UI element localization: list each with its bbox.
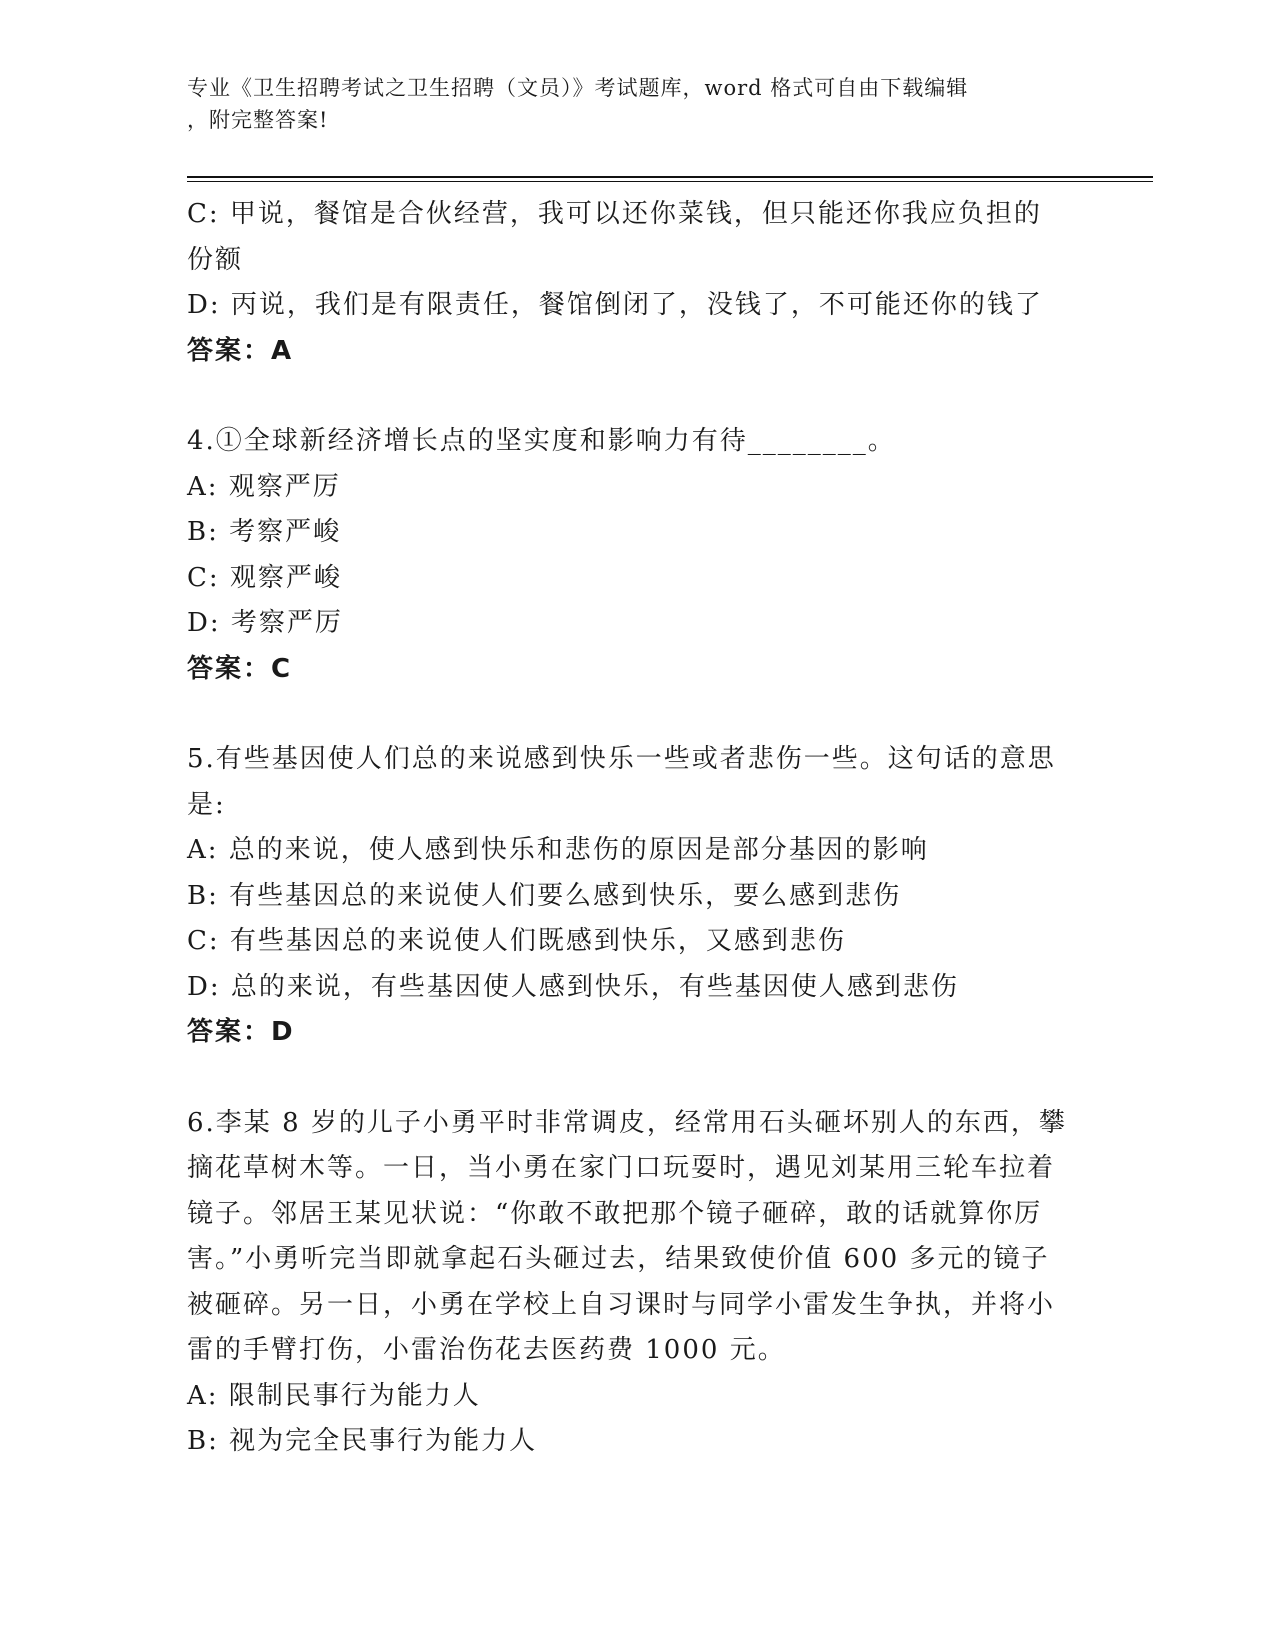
option-c: C: 有些基因总的来说使人们既感到快乐，又感到悲伤 (187, 926, 846, 956)
question-stem: 6.李某 8 岁的儿子小勇平时非常调皮，经常用石头砸坏别人的东西，攀摘花草树木等。一日，当小勇在家门口玩耍时，遇见刘某用三轮车拉着镜子。邻居王某见状说：“你敢不敢把那个镜子砸碎，敢的话就算你厉害。”小勇听完当即就拿起石头砸过去，结果致使价值 600 多元的镜子被砸碎。另一日，小勇在学校上自习课时与同学小雷发生争执，并将小雷的手臂打伤，小雷治伤花去医药费 1000 元。 (187, 1107, 1067, 1365)
question-5 (187, 737, 1067, 1056)
spacer (187, 692, 1067, 737)
document-header (187, 72, 1067, 136)
option-d: D: 总的来说，有些基因使人感到快乐，有些基因使人感到悲伤 (187, 971, 959, 1002)
question-4 (187, 419, 1067, 692)
question-stem: 4.①全球新经济增长点的坚实度和影响力有待________。 (187, 426, 896, 456)
spacer (187, 1056, 1067, 1101)
option-b: B: 视为完全民事行为能力人 (187, 1426, 538, 1456)
option-a: A: 观察严厉 (187, 471, 341, 502)
option-d: D: 考察严厉 (187, 608, 343, 638)
header-line-2: ，附完整答案! (187, 108, 329, 132)
answer-label: 答案：D (187, 1017, 295, 1047)
answer-label: 答案：C (187, 653, 293, 684)
question-3-tail (187, 192, 1067, 374)
option-a: A: 限制民事行为能力人 (187, 1380, 481, 1411)
option-a: A: 总的来说，使人感到快乐和悲伤的原因是部分基因的影响 (187, 835, 929, 865)
header-divider-thick (187, 176, 1153, 178)
header-divider-thin (187, 181, 1153, 182)
option-c: C: 观察严峻 (187, 562, 342, 593)
option-b: B: 考察严峻 (187, 517, 342, 547)
spacer (187, 374, 1067, 419)
question-content (187, 192, 1067, 1465)
question-6 (187, 1101, 1067, 1465)
option-d: D: 丙说，我们是有限责任，餐馆倒闭了，没钱了，不可能还你的钱了 (187, 290, 1043, 320)
header-line-1: 专业《卫生招聘考试之卫生招聘（文员）》考试题库，word 格式可自由下载编辑 (187, 76, 969, 100)
option-c: C: 甲说，餐馆是合伙经营，我可以还你菜钱，但只能还你我应负担的份额 (187, 199, 1042, 275)
option-b: B: 有些基因总的来说使人们要么感到快乐，要么感到悲伤 (187, 880, 902, 911)
answer-label: 答案：A (187, 335, 294, 366)
question-stem: 5.有些基因使人们总的来说感到快乐一些或者悲伤一些。这句话的意思是: (187, 744, 1056, 820)
